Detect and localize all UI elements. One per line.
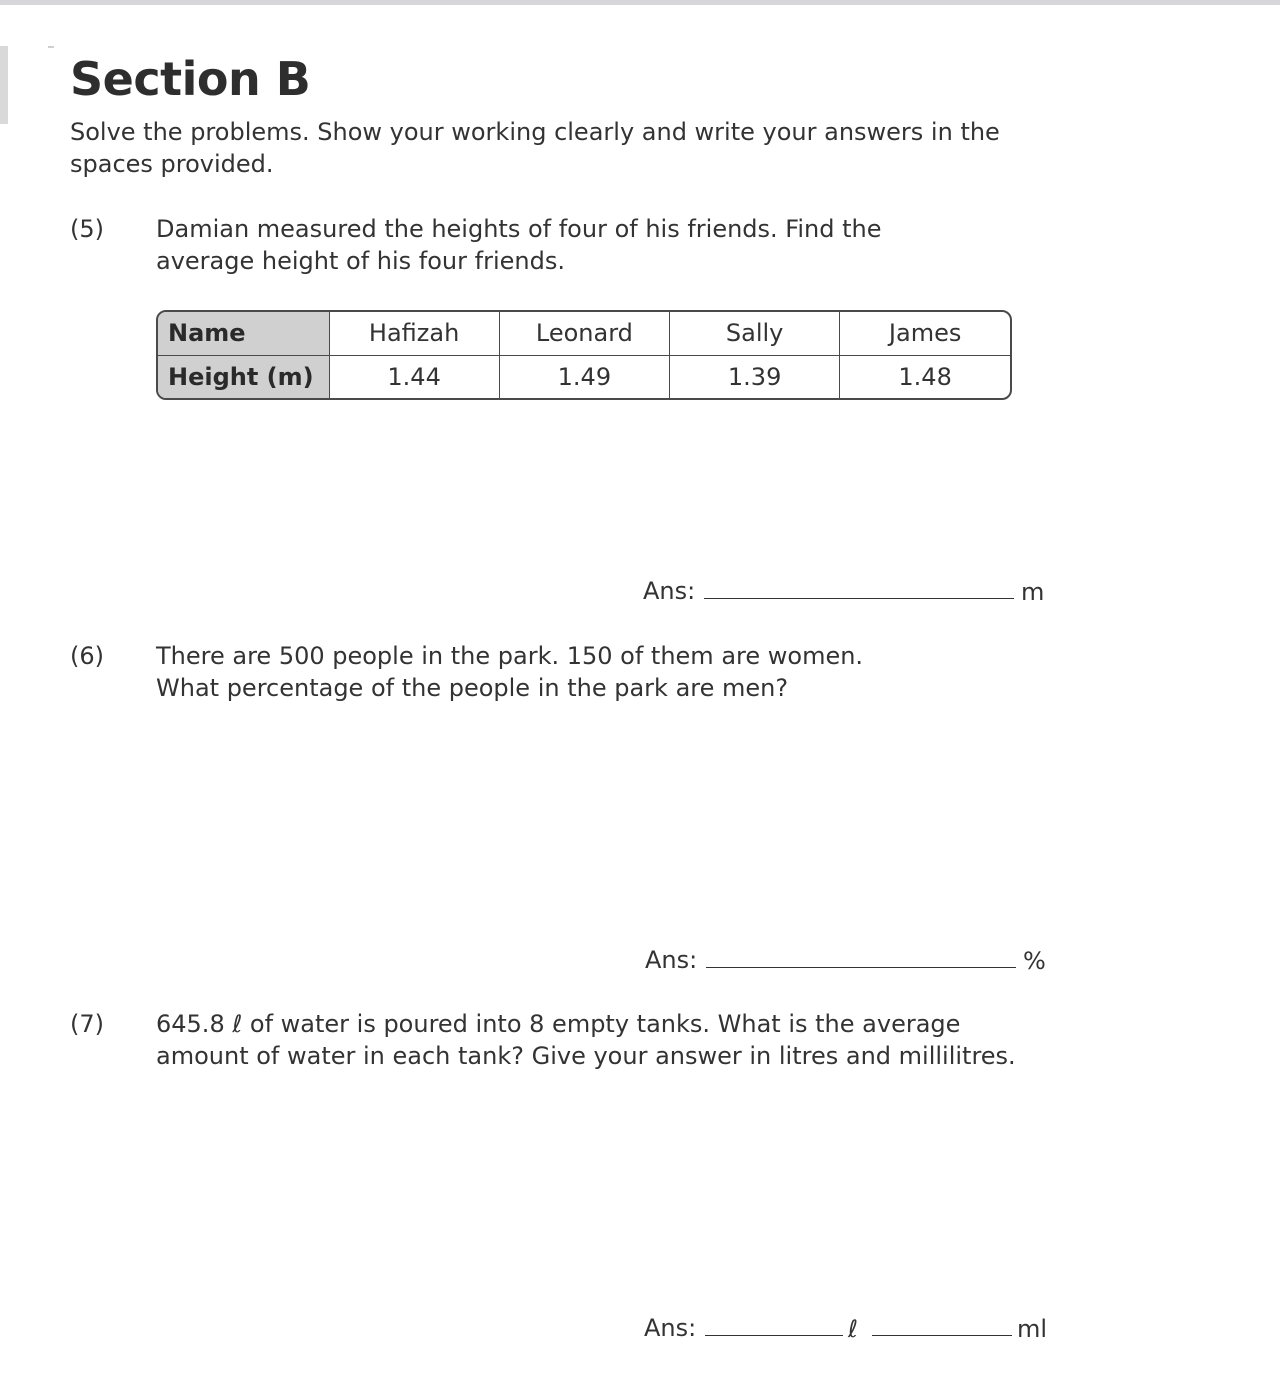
- heights-table: [156, 310, 1012, 400]
- answer-7-unit-ml: ml: [1017, 1315, 1048, 1343]
- question-7-number: (7): [70, 1010, 104, 1038]
- corner-mark: [48, 46, 54, 48]
- table-row: [158, 355, 1010, 398]
- top-border: [0, 0, 1280, 5]
- table-cell: Hafizah: [329, 312, 499, 355]
- table-row: [158, 312, 1010, 355]
- question-5-number: (5): [70, 215, 104, 243]
- page-edge-tab: [0, 46, 8, 124]
- section-title: Section B: [70, 52, 311, 106]
- table-cell: 1.49: [499, 355, 669, 398]
- answer-7-ml-blank[interactable]: [872, 1335, 1012, 1336]
- section-instructions: Solve the problems. Show your working clearly and write your answers in the spaces provided.: [70, 118, 1000, 178]
- question-6-number: (6): [70, 642, 104, 670]
- table-row-header: Name: [158, 312, 329, 355]
- answer-5-blank[interactable]: [704, 598, 1014, 599]
- answer-7-unit-litres: ℓ: [848, 1315, 858, 1343]
- table-cell: Leonard: [499, 312, 669, 355]
- question-6-text-line1: There are 500 people in the park. 150 of them are women.: [156, 642, 864, 670]
- table-cell: 1.39: [670, 355, 840, 398]
- table-row-header: Height (m): [158, 355, 329, 398]
- answer-6-label: Ans:: [645, 946, 698, 974]
- answer-7-litres-blank[interactable]: [705, 1335, 843, 1336]
- answer-6-unit: %: [1023, 947, 1046, 975]
- table-cell: 1.44: [329, 355, 499, 398]
- answer-7-label: Ans:: [644, 1314, 697, 1342]
- question-5-text: Damian measured the heights of four of his friends. Find the average height of his four friends.: [156, 215, 882, 275]
- question-6-text-line2: What percentage of the people in the park are men?: [156, 674, 789, 702]
- table-cell: Sally: [670, 312, 840, 355]
- answer-5-label: Ans:: [643, 577, 696, 605]
- table-cell: 1.48: [840, 355, 1010, 398]
- answer-6-blank[interactable]: [706, 967, 1016, 968]
- answer-5-unit: m: [1021, 578, 1045, 606]
- question-7-text: 645.8 ℓ of water is poured into 8 empty tanks. What is the average amount of water in each tank? Give your answer in litres and millilitres.: [156, 1010, 1016, 1070]
- table-cell: James: [840, 312, 1010, 355]
